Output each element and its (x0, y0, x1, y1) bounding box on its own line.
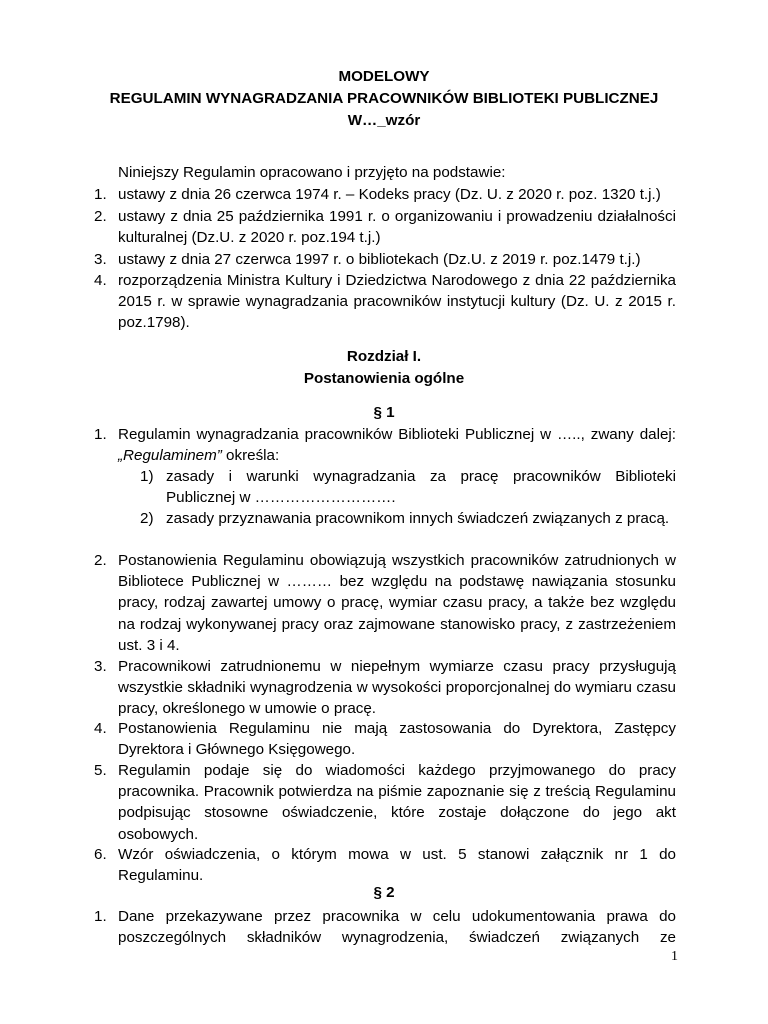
section-2-item: Dane przekazywane przez pracownika w celu udokumentowania prawa do poszczególnych składników wynagrodzenia, świadczeń związanych ze (118, 908, 676, 947)
legal-basis-number: 1. (94, 186, 107, 203)
section-1-item: Pracownikowi zatrudnionemu w niepełnym wymiarze czasu pracy przysługują wszystkie składniki wynagrodzenia w wysokości proporcjonalnej do wymiaru czasu pracy, określonego w umowie o pracę. (118, 658, 676, 718)
section-1-item-number: 4. (94, 720, 107, 737)
legal-basis-item: ustawy z dnia 27 czerwca 1997 r. o bibliotekach (Dz.U. z 2019 r. poz.1479 t.j.) (118, 251, 641, 268)
document-title-line2: REGULAMIN WYNAGRADZANIA PRACOWNIKÓW BIBLIOTEKI PUBLICZNEJ (109, 90, 659, 107)
chapter-label: Rozdział I. (346, 348, 422, 365)
sub-item-number: 2) (140, 510, 154, 527)
sub-item: zasady przyznawania pracownikom innych świadczeń związanych z pracą. (166, 510, 670, 527)
section-1-item-number: 6. (94, 846, 107, 863)
page-number: 1 (671, 949, 678, 964)
chapter-name: Postanowienia ogólne (303, 370, 465, 387)
section-1-item-number: 1. (94, 426, 107, 443)
section-1-item-1 (118, 424, 676, 466)
section-1-item: Postanowienia Regulaminu nie mają zastosowania do Dyrektora, Zastępcy Dyrektora i Głównego Księgowego. (118, 720, 676, 759)
section-2-item-number: 1. (94, 908, 107, 925)
section-1-item-number: 5. (94, 762, 107, 779)
section-1-item: Postanowienia Regulaminu obowiązują wszystkich pracowników zatrudnionych w Bibliotece Publicznej w ……… bez względu na podstawę nawiązania stosunku pracy, rodzaj zawartej umowy o pracę, wymiar czasu pracy, a także bez względu na rodzaj wykonywanej pracy oraz zajmowane stanowisko pracy, z zastrzeżeniem ust. 3 i 4. (118, 552, 676, 654)
section-1-item: Regulamin podaje się do wiadomości każdego przyjmowanego do pracy pracownika. Pracownik potwierdza na piśmie zapoznanie się z treścią Regulaminu podpisując stosowne oświadczenie, które zostaje dołączone do jego akt osobowych. (118, 762, 676, 843)
document-title-line1: MODELOWY (338, 68, 430, 85)
legal-basis-number: 4. (94, 272, 107, 289)
section-1-label: § 1 (373, 404, 395, 421)
sub-item-number: 1) (140, 468, 154, 485)
section-1-item-number: 3. (94, 658, 107, 675)
item-emphasis: „Regulaminem” (118, 447, 222, 465)
section-1-item-number: 2. (94, 552, 107, 569)
item-text: określa: (221, 447, 280, 465)
section-2-label: § 2 (373, 884, 395, 901)
legal-basis-item: ustawy z dnia 25 października 1991 r. o organizowaniu i prowadzeniu działalności kulturalnej (Dz.U. z 2020 r. poz.194 t.j.) (118, 208, 676, 247)
item-text: Regulamin wynagradzania pracowników Biblioteki Publicznej w ….., zwany dalej: (118, 426, 676, 443)
legal-basis-number: 3. (94, 251, 107, 268)
legal-basis-number: 2. (94, 208, 107, 225)
legal-basis-item: rozporządzenia Ministra Kultury i Dziedzictwa Narodowego z dnia 22 października 2015 r. w sprawie wynagradzania pracowników instytucji kultury (Dz. U. z 2015 r. poz.1798). (118, 272, 676, 332)
legal-basis-item: ustawy z dnia 26 czerwca 1974 r. – Kodeks pracy (Dz. U. z 2020 r. poz. 1320 t.j.) (118, 186, 661, 203)
document-title-line3: W…_wzór (347, 112, 421, 129)
sub-item: zasady i warunki wynagradzania za pracę pracowników Biblioteki Publicznej w ………………………. (166, 468, 676, 507)
intro-text: Niniejszy Regulamin opracowano i przyjęto na podstawie: (118, 164, 506, 181)
section-1-item: Wzór oświadczenia, o którym mowa w ust. 5 stanowi załącznik nr 1 do Regulaminu. (118, 846, 676, 885)
